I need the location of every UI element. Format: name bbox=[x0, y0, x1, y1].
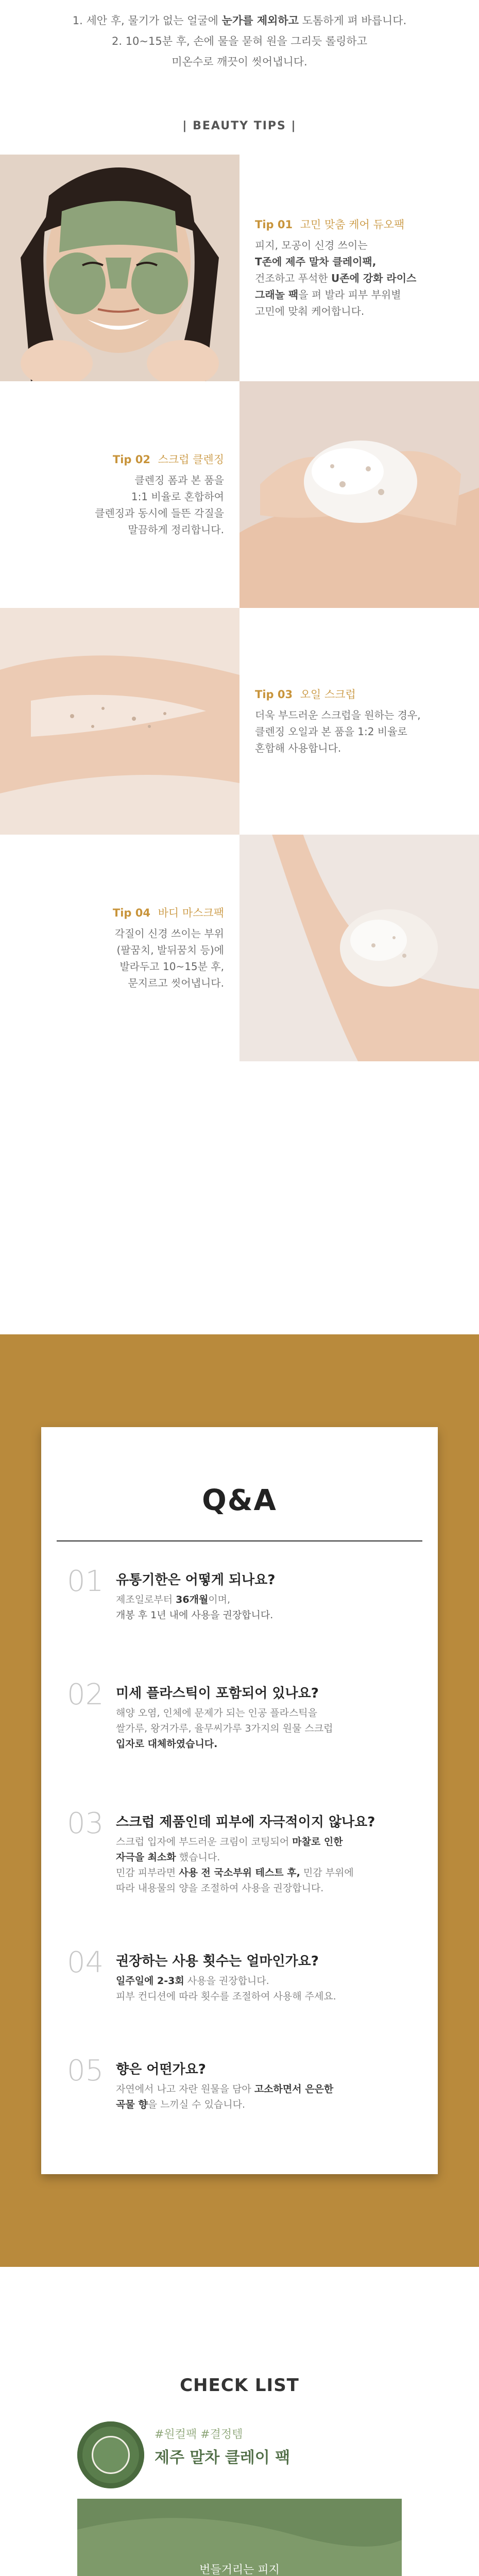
product-tags: #원컬팩 #결정템 bbox=[155, 2428, 243, 2441]
tip-1-text bbox=[239, 155, 479, 381]
qa-answer-highlight: 고소하면서 은은한 bbox=[254, 2083, 334, 2095]
tip-4-line: (팔꿈치, 발뒤꿈치 등)에 bbox=[116, 944, 224, 956]
tip-2-title: 스크럽 클렌징 bbox=[158, 453, 224, 466]
qa-answer-text: 따라 내용물의 양을 조절하여 사용을 권장합니다. bbox=[116, 1883, 324, 1894]
qa-question: 스크럽 제품인데 피부에 자극적이지 않나요? bbox=[116, 1815, 375, 1830]
tip-2-line: 1:1 비율로 혼합하여 bbox=[131, 490, 224, 503]
face-mask-photo bbox=[0, 155, 239, 381]
tip-2-line: 말끔하게 정리합니다. bbox=[128, 523, 224, 536]
tip-1-heading bbox=[255, 216, 479, 233]
qa-answer-highlight: 자극을 최소화 bbox=[116, 1852, 176, 1863]
qa-answer-highlight: 마찰로 인한 bbox=[292, 1836, 343, 1848]
tip-3-line: 더욱 부드러운 스크럽을 원하는 경우, bbox=[255, 709, 421, 721]
tip-3-line: 클렌징 오일과 본 품을 1:2 비율로 bbox=[255, 725, 407, 738]
tip-row-1 bbox=[0, 155, 479, 381]
qa-answer-text: 이며, bbox=[208, 1594, 231, 1605]
concern-item: 번들거리는 피지 bbox=[199, 2564, 280, 2576]
tip-1-highlight-inline: U존에 강화 라이스 bbox=[331, 272, 417, 284]
tip-4-line: 문지르고 씻어냅니다. bbox=[128, 977, 224, 989]
tip-3-title: 오일 스크럽 bbox=[300, 688, 356, 701]
qa-answer-text: 민감 피부라면 bbox=[116, 1867, 179, 1878]
intro-line1-c: 도톰하게 펴 바릅니다. bbox=[298, 14, 407, 27]
qa-number: 03 bbox=[67, 1807, 104, 1840]
tip-3-line: 혼합해 사용합니다. bbox=[255, 742, 341, 754]
tip-1-line: 피지, 모공이 신경 쓰이는 bbox=[255, 239, 368, 251]
qa-answer bbox=[116, 1973, 425, 2004]
scrub-hand-photo bbox=[0, 608, 239, 835]
tip-1-line4: 고민에 맞춰 케어합니다. bbox=[255, 305, 365, 317]
tip-3-text bbox=[239, 608, 479, 835]
qa-number: 01 bbox=[67, 1565, 104, 1598]
tip-4-line: 각질이 신경 쓰이는 부위 bbox=[114, 927, 224, 940]
tip-row-2 bbox=[0, 381, 479, 608]
qa-number: 05 bbox=[67, 2054, 104, 2088]
qa-answer-highlight: 입자로 대체하였습니다. bbox=[116, 1738, 218, 1750]
qa-question: 권장하는 사용 횟수는 얼마인가요? bbox=[116, 1954, 319, 1969]
qa-divider bbox=[57, 1540, 422, 1541]
product-name: 제주 말차 클레이 팩 bbox=[155, 2449, 290, 2467]
beauty-tips-title: | BEAUTY TIPS | bbox=[182, 120, 297, 132]
tip-4-text bbox=[0, 835, 239, 1061]
qa-answer-text: 제조일로부터 bbox=[116, 1594, 176, 1605]
qa-question: 향은 어떤가요? bbox=[116, 2062, 206, 2077]
qa-answer-text: 해양 오염, 인체에 문제가 되는 인공 플라스틱을 bbox=[116, 1707, 318, 1719]
qa-answer-text: 했습니다. bbox=[176, 1852, 220, 1863]
qa-answer bbox=[116, 2081, 425, 2112]
tip-4-title: 바디 마스크팩 bbox=[158, 907, 224, 919]
qa-answer-text: 쌀가루, 왕겨가루, 율무씨가루 3가지의 원물 스크럽 bbox=[116, 1723, 333, 1734]
tip-2-line: 클렌징 폼과 본 품을 bbox=[134, 474, 224, 486]
qa-card bbox=[41, 1427, 438, 2174]
usage-instructions bbox=[0, 10, 479, 72]
tip-1-line2: 건조하고 푸석한 bbox=[255, 272, 331, 284]
tip-2-text bbox=[0, 381, 239, 608]
tip-1-title: 고민 맞춤 케어 듀오팩 bbox=[300, 218, 405, 231]
qa-answer-text: 을 느끼실 수 있습니다. bbox=[147, 2099, 246, 2110]
intro-line1-highlight: 눈가를 제외하고 bbox=[221, 14, 299, 27]
tip-row-3 bbox=[0, 608, 479, 835]
qa-answer-highlight: 개봉 후 1년 내에 사용을 권장합니다. bbox=[116, 1609, 273, 1621]
tip-4-number: Tip 04 bbox=[112, 907, 150, 919]
qa-answer-text: 자연에서 나고 자란 원물을 담아 bbox=[116, 2083, 254, 2095]
qa-question: 미세 플라스틱이 포함되어 있나요? bbox=[116, 1686, 319, 1701]
qa-answer bbox=[116, 1705, 425, 1752]
qa-answer-highlight: 곡물 향 bbox=[116, 2099, 148, 2110]
tip-4-line: 발라두고 10~15분 후, bbox=[119, 960, 224, 973]
tip-1-number: Tip 01 bbox=[255, 218, 293, 231]
qa-answer-text: 사용을 권장합니다. bbox=[184, 1975, 269, 1987]
tip-2-number: Tip 02 bbox=[112, 453, 150, 466]
qa-answer bbox=[116, 1592, 425, 1623]
foam-hands-photo bbox=[239, 381, 479, 608]
qa-answer-text: 민감 부위에 bbox=[300, 1867, 354, 1878]
intro-line2: 2. 10~15분 후, 손에 물을 묻혀 원을 그리듯 롤링하고 bbox=[111, 35, 367, 47]
tip-1-highlight-line: T존에 제주 말차 클레이팩, bbox=[255, 256, 377, 268]
matcha-texture-panel bbox=[77, 2499, 402, 2576]
tip-2-heading bbox=[0, 451, 224, 468]
tip-2-line: 클렌징과 동시에 들뜬 각질을 bbox=[95, 507, 224, 519]
qa-answer-text: 피부 컨디션에 따라 횟수를 조절하여 사용해 주세요. bbox=[116, 1991, 336, 2002]
qa-title: Q&A bbox=[202, 1484, 277, 1517]
tip-4-heading bbox=[0, 905, 224, 921]
tip-3-heading bbox=[255, 686, 479, 703]
qa-answer-highlight: 36개월 bbox=[176, 1594, 209, 1605]
intro-line1-a: 1. 세안 후, 물기가 없는 얼굴에 bbox=[72, 14, 222, 27]
check-list-title: CHECK LIST bbox=[180, 2375, 299, 2396]
qa-question: 유통기한은 어떻게 되나요? bbox=[116, 1572, 276, 1588]
concern-list bbox=[77, 2561, 402, 2576]
qa-number: 04 bbox=[67, 1946, 104, 1979]
tip-1-line3-tail: 을 펴 발라 피부 부위별 bbox=[298, 289, 401, 301]
qa-answer-highlight: 사용 전 국소부위 테스트 후, bbox=[179, 1867, 300, 1878]
tip-1-highlight-line2: 그래놀 팩 bbox=[255, 289, 299, 301]
qa-answer-highlight: 일주일에 2-3회 bbox=[116, 1975, 184, 1987]
tip-3-number: Tip 03 bbox=[255, 688, 293, 701]
intro-line3: 미온수로 깨끗이 씻어냅니다. bbox=[172, 56, 307, 68]
qa-answer-text: 스크럽 입자에 부드러운 크림이 코팅되어 bbox=[116, 1836, 293, 1848]
qa-number: 02 bbox=[67, 1678, 104, 1711]
qa-answer bbox=[116, 1834, 425, 1896]
elbow-mask-photo bbox=[239, 835, 479, 1061]
tip-row-4 bbox=[0, 835, 479, 1061]
matcha-jar-icon bbox=[77, 2421, 144, 2488]
